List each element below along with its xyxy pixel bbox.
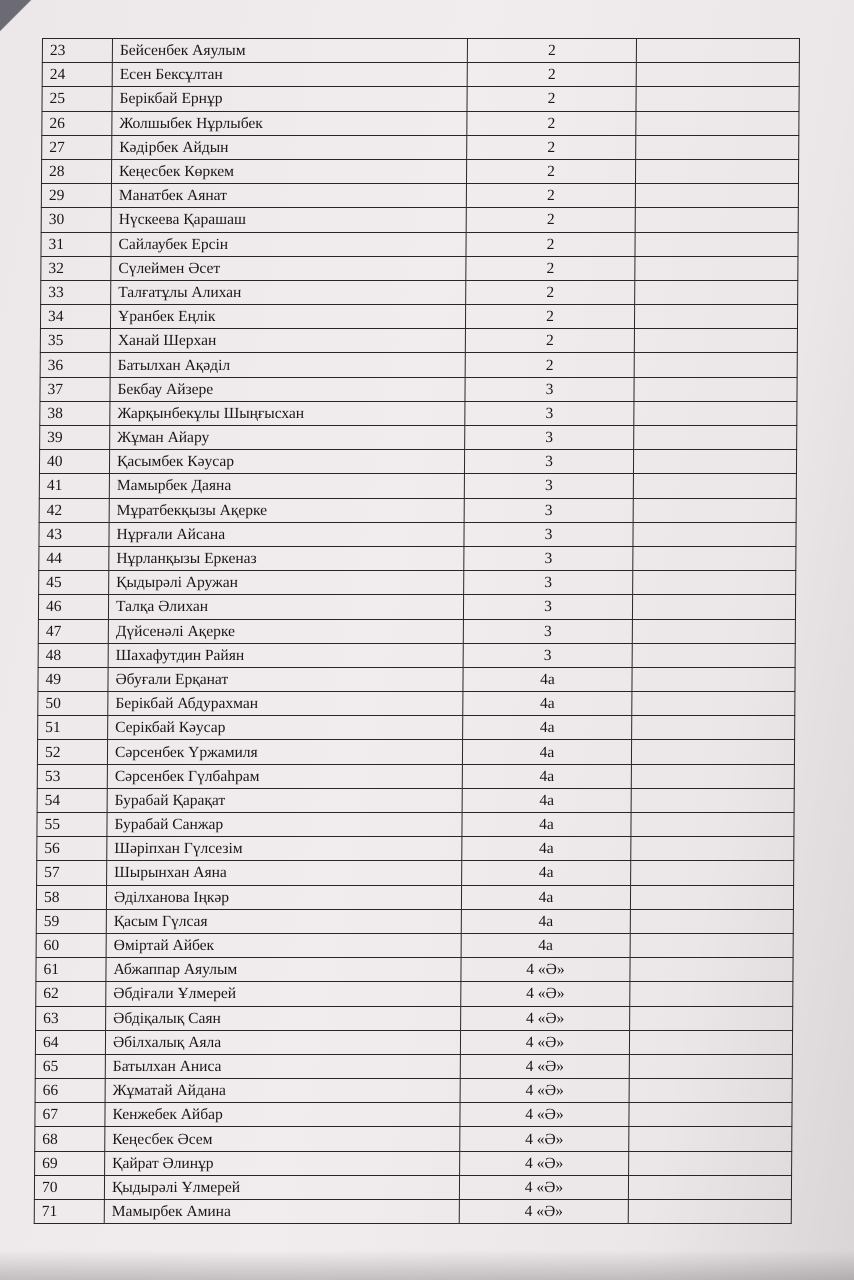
student-name-cell: Әбдіқалық Саян xyxy=(106,1006,461,1030)
empty-cell xyxy=(631,740,794,764)
empty-cell xyxy=(632,716,795,740)
row-number-cell: 39 xyxy=(40,426,110,450)
grade-cell: 2 xyxy=(465,353,634,377)
empty-cell xyxy=(632,595,795,619)
table-row xyxy=(35,1030,792,1054)
grade-cell: 4а xyxy=(462,764,631,788)
grade-cell: 4 «Ә» xyxy=(459,1175,628,1199)
empty-cell xyxy=(632,643,795,667)
table-row xyxy=(42,39,799,63)
table-row xyxy=(41,208,798,232)
empty-cell xyxy=(633,450,796,474)
empty-cell xyxy=(628,1200,791,1224)
student-name-cell: Бекбау Айзере xyxy=(110,377,465,401)
row-number-cell: 58 xyxy=(36,885,106,909)
row-number-cell: 25 xyxy=(42,87,112,111)
table-row xyxy=(38,692,795,716)
row-number-cell: 46 xyxy=(38,595,108,619)
grade-cell: 2 xyxy=(466,256,635,280)
table-row xyxy=(42,63,799,87)
student-name-cell: Жолшыбек Нұрлыбек xyxy=(112,111,467,135)
row-number-cell: 43 xyxy=(39,522,109,546)
grade-cell: 4 «Ә» xyxy=(460,1151,629,1175)
row-number-cell: 49 xyxy=(38,667,108,691)
table-row xyxy=(35,1103,792,1127)
empty-cell xyxy=(634,426,797,450)
row-number-cell: 71 xyxy=(34,1200,104,1224)
grade-cell: 2 xyxy=(466,232,635,256)
table-row xyxy=(36,933,793,957)
table-row xyxy=(41,280,798,304)
empty-cell xyxy=(634,377,797,401)
grade-cell: 4 «Ә» xyxy=(461,958,630,982)
empty-cell xyxy=(629,1054,792,1078)
grade-cell: 4а xyxy=(463,692,632,716)
grade-cell: 4 «Ә» xyxy=(460,1030,629,1054)
table-row xyxy=(34,1175,791,1199)
table-row xyxy=(37,764,794,788)
student-name-cell: Берікбай Ернұр xyxy=(112,87,467,111)
student-list-table xyxy=(34,38,800,1224)
grade-cell: 2 xyxy=(465,305,634,329)
student-name-cell: Өміртай Айбек xyxy=(106,933,461,957)
empty-cell xyxy=(630,909,793,933)
row-number-cell: 66 xyxy=(35,1079,105,1103)
table-row xyxy=(37,740,794,764)
grade-cell: 2 xyxy=(466,280,635,304)
student-name-cell: Жарқынбекұлы Шыңғысхан xyxy=(110,401,465,425)
table-row xyxy=(39,474,796,498)
student-name-cell: Нұрланқызы Еркеназ xyxy=(109,546,464,570)
row-number-cell: 64 xyxy=(35,1030,105,1054)
grade-cell: 3 xyxy=(464,522,633,546)
empty-cell xyxy=(633,474,796,498)
table-row xyxy=(41,232,798,256)
student-name-cell: Бурабай Санжар xyxy=(107,813,462,837)
grade-cell: 4 «Ә» xyxy=(461,982,630,1006)
table-row xyxy=(37,861,794,885)
row-number-cell: 62 xyxy=(36,982,106,1006)
student-name-cell: Бурабай Қарақат xyxy=(107,788,462,812)
table-row xyxy=(42,111,799,135)
empty-cell xyxy=(634,329,797,353)
row-number-cell: 51 xyxy=(38,716,108,740)
empty-cell xyxy=(635,232,798,256)
table-row xyxy=(42,135,799,159)
grade-cell: 2 xyxy=(467,135,636,159)
table-row xyxy=(40,329,797,353)
student-name-cell: Ұранбек Еңлік xyxy=(110,305,465,329)
student-name-cell: Қыдырәлі Ұлмерей xyxy=(104,1175,459,1199)
student-name-cell: Талқа Әлихан xyxy=(108,595,463,619)
student-name-cell: Кенжебек Айбар xyxy=(105,1103,460,1127)
table-row xyxy=(37,837,794,861)
grade-cell: 2 xyxy=(467,39,636,63)
student-name-cell: Мамырбек Даяна xyxy=(109,474,464,498)
student-name-cell: Талғатұлы Алихан xyxy=(111,280,466,304)
student-name-cell: Ханай Шерхан xyxy=(110,329,465,353)
grade-cell: 2 xyxy=(465,329,634,353)
empty-cell xyxy=(628,1175,791,1199)
bottom-shadow xyxy=(0,1250,854,1280)
student-name-cell: Дүйсенәлі Ақерке xyxy=(108,619,463,643)
empty-cell xyxy=(629,1151,792,1175)
student-name-cell: Қайрат Әлинұр xyxy=(105,1151,460,1175)
row-number-cell: 57 xyxy=(37,861,107,885)
row-number-cell: 28 xyxy=(41,159,111,183)
grade-cell: 4а xyxy=(462,861,631,885)
empty-cell xyxy=(632,619,795,643)
row-number-cell: 26 xyxy=(42,111,112,135)
grade-cell: 3 xyxy=(464,498,633,522)
table-row xyxy=(40,353,797,377)
empty-cell xyxy=(630,982,793,1006)
grade-cell: 3 xyxy=(464,571,633,595)
empty-cell xyxy=(632,667,795,691)
student-name-cell: Қасым Гүлсая xyxy=(106,909,461,933)
empty-cell xyxy=(634,353,797,377)
row-number-cell: 70 xyxy=(34,1175,104,1199)
table-row xyxy=(38,619,795,643)
student-name-cell: Қасымбек Кәусар xyxy=(109,450,464,474)
grade-cell: 4а xyxy=(462,813,631,837)
table-row xyxy=(39,546,796,570)
student-name-cell: Кеңесбек Көркем xyxy=(111,159,466,183)
table-row xyxy=(35,1054,792,1078)
empty-cell xyxy=(629,1103,792,1127)
student-name-cell: Сәрсенбек Гүлбаһрам xyxy=(107,764,462,788)
row-number-cell: 33 xyxy=(41,280,111,304)
table-row xyxy=(40,377,797,401)
row-number-cell: 47 xyxy=(38,619,108,643)
table-row xyxy=(40,401,797,425)
row-number-cell: 69 xyxy=(35,1151,105,1175)
empty-cell xyxy=(633,546,796,570)
empty-cell xyxy=(636,63,799,87)
empty-cell xyxy=(630,1006,793,1030)
student-name-cell: Берікбай Абдурахман xyxy=(108,692,463,716)
row-number-cell: 56 xyxy=(37,837,107,861)
row-number-cell: 55 xyxy=(37,813,107,837)
student-name-cell: Сәрсенбек Үржамиля xyxy=(107,740,462,764)
student-name-cell: Кеңесбек Әсем xyxy=(105,1127,460,1151)
row-number-cell: 67 xyxy=(35,1103,105,1127)
student-name-cell: Мамырбек Амина xyxy=(104,1200,459,1224)
table-row xyxy=(36,982,793,1006)
table-row xyxy=(37,788,794,812)
row-number-cell: 45 xyxy=(39,571,109,595)
row-number-cell: 27 xyxy=(42,135,112,159)
empty-cell xyxy=(631,788,794,812)
grade-cell: 4а xyxy=(463,716,632,740)
grade-cell: 2 xyxy=(467,63,636,87)
table-row xyxy=(36,958,793,982)
empty-cell xyxy=(631,813,794,837)
row-number-cell: 63 xyxy=(36,1006,106,1030)
row-number-cell: 31 xyxy=(41,232,111,256)
grade-cell: 3 xyxy=(465,401,634,425)
table-row xyxy=(37,813,794,837)
student-name-cell: Манатбек Аянат xyxy=(111,184,466,208)
row-number-cell: 24 xyxy=(42,63,112,87)
grade-cell: 2 xyxy=(466,159,635,183)
table-row xyxy=(38,595,795,619)
empty-cell xyxy=(630,933,793,957)
row-number-cell: 60 xyxy=(36,933,106,957)
table-row xyxy=(41,159,798,183)
table-row xyxy=(38,667,795,691)
table-row xyxy=(39,450,796,474)
row-number-cell: 35 xyxy=(40,329,110,353)
table-row xyxy=(39,522,796,546)
student-name-cell: Сүлеймен Әсет xyxy=(111,256,466,280)
grade-cell: 4а xyxy=(462,837,631,861)
row-number-cell: 42 xyxy=(39,498,109,522)
student-name-cell: Жұматай Айдана xyxy=(105,1079,460,1103)
grade-cell: 4а xyxy=(462,788,631,812)
student-name-cell: Бейсенбек Аяулым xyxy=(112,39,467,63)
grade-cell: 4а xyxy=(462,740,631,764)
empty-cell xyxy=(635,280,798,304)
grade-cell: 4 «Ә» xyxy=(461,1006,630,1030)
grade-cell: 4а xyxy=(463,667,632,691)
grade-cell: 3 xyxy=(464,450,633,474)
student-name-cell: Абжаппар Аяулым xyxy=(106,958,461,982)
table-row xyxy=(39,498,796,522)
student-name-cell: Батылхан Ақәділ xyxy=(110,353,465,377)
row-number-cell: 32 xyxy=(41,256,111,280)
table-row xyxy=(38,716,795,740)
grade-cell: 4а xyxy=(461,909,630,933)
grade-cell: 2 xyxy=(466,184,635,208)
student-name-cell: Әбілхалық Аяла xyxy=(105,1030,460,1054)
table-row xyxy=(35,1151,792,1175)
student-name-cell: Нұрғали Айсана xyxy=(109,522,464,546)
empty-cell xyxy=(633,498,796,522)
row-number-cell: 23 xyxy=(42,39,112,63)
row-number-cell: 48 xyxy=(38,643,108,667)
row-number-cell: 38 xyxy=(40,401,110,425)
empty-cell xyxy=(631,861,794,885)
grade-cell: 3 xyxy=(464,474,633,498)
table-row xyxy=(36,885,793,909)
grade-cell: 4 «Ә» xyxy=(460,1079,629,1103)
student-name-cell: Есен Бексұлтан xyxy=(112,63,467,87)
table-row xyxy=(36,1006,793,1030)
empty-cell xyxy=(636,87,799,111)
empty-cell xyxy=(635,208,798,232)
empty-cell xyxy=(630,885,793,909)
row-number-cell: 61 xyxy=(36,958,106,982)
student-name-cell: Жұман Айару xyxy=(110,426,465,450)
empty-cell xyxy=(629,1030,792,1054)
student-name-cell: Әбдіғали Ұлмерей xyxy=(106,982,461,1006)
student-name-cell: Қыдырәлі Аружан xyxy=(109,571,464,595)
empty-cell xyxy=(635,184,798,208)
row-number-cell: 29 xyxy=(41,184,111,208)
row-number-cell: 41 xyxy=(39,474,109,498)
empty-cell xyxy=(633,522,796,546)
empty-cell xyxy=(631,764,794,788)
empty-cell xyxy=(635,256,798,280)
student-name-cell: Батылхан Аниса xyxy=(105,1054,460,1078)
grade-cell: 3 xyxy=(465,426,634,450)
table-row xyxy=(42,87,799,111)
grade-cell: 4а xyxy=(461,885,630,909)
row-number-cell: 52 xyxy=(37,740,107,764)
student-list-body xyxy=(34,39,799,1224)
empty-cell xyxy=(632,692,795,716)
table-row xyxy=(41,256,798,280)
table-row xyxy=(35,1127,792,1151)
grade-cell: 2 xyxy=(467,111,636,135)
student-name-cell: Сайлаубек Ерсін xyxy=(111,232,466,256)
empty-cell xyxy=(630,958,793,982)
student-name-cell: Шахафутдин Райян xyxy=(108,643,463,667)
student-name-cell: Шәріпхан Гүлсезім xyxy=(107,837,462,861)
grade-cell: 4 «Ә» xyxy=(460,1103,629,1127)
table-row xyxy=(36,909,793,933)
row-number-cell: 50 xyxy=(38,692,108,716)
row-number-cell: 59 xyxy=(36,909,106,933)
corner-shadow xyxy=(0,0,40,40)
row-number-cell: 53 xyxy=(37,764,107,788)
table-row xyxy=(40,426,797,450)
empty-cell xyxy=(636,111,799,135)
grade-cell: 3 xyxy=(463,595,632,619)
table-row xyxy=(35,1079,792,1103)
grade-cell: 3 xyxy=(463,619,632,643)
row-number-cell: 37 xyxy=(40,377,110,401)
empty-cell xyxy=(635,159,798,183)
student-name-cell: Нүскеева Қарашаш xyxy=(111,208,466,232)
row-number-cell: 30 xyxy=(41,208,111,232)
table-row xyxy=(34,1200,791,1224)
row-number-cell: 44 xyxy=(39,546,109,570)
empty-cell xyxy=(633,571,796,595)
table-row xyxy=(38,643,795,667)
empty-cell xyxy=(636,39,799,63)
empty-cell xyxy=(631,837,794,861)
row-number-cell: 68 xyxy=(35,1127,105,1151)
table-row xyxy=(41,184,798,208)
empty-cell xyxy=(634,305,797,329)
grade-cell: 4 «Ә» xyxy=(459,1200,628,1224)
student-name-cell: Кәдірбек Айдын xyxy=(112,135,467,159)
grade-cell: 4 «Ә» xyxy=(460,1127,629,1151)
grade-cell: 3 xyxy=(465,377,634,401)
row-number-cell: 54 xyxy=(37,788,107,812)
empty-cell xyxy=(629,1127,792,1151)
empty-cell xyxy=(634,401,797,425)
empty-cell xyxy=(636,135,799,159)
grade-cell: 4а xyxy=(461,933,630,957)
table-row xyxy=(39,571,796,595)
student-name-cell: Әбуғали Ерқанат xyxy=(108,667,463,691)
student-name-cell: Серікбай Кәусар xyxy=(108,716,463,740)
grade-cell: 2 xyxy=(467,87,636,111)
grade-cell: 2 xyxy=(466,208,635,232)
student-name-cell: Әділханова Іңкәр xyxy=(106,885,461,909)
row-number-cell: 65 xyxy=(35,1054,105,1078)
row-number-cell: 36 xyxy=(40,353,110,377)
table-row xyxy=(40,305,797,329)
grade-cell: 3 xyxy=(464,546,633,570)
empty-cell xyxy=(629,1079,792,1103)
student-name-cell: Шырынхан Аяна xyxy=(107,861,462,885)
row-number-cell: 34 xyxy=(40,305,110,329)
grade-cell: 3 xyxy=(463,643,632,667)
student-name-cell: Мұратбекқызы Ақерке xyxy=(109,498,464,522)
row-number-cell: 40 xyxy=(39,450,109,474)
grade-cell: 4 «Ә» xyxy=(460,1054,629,1078)
